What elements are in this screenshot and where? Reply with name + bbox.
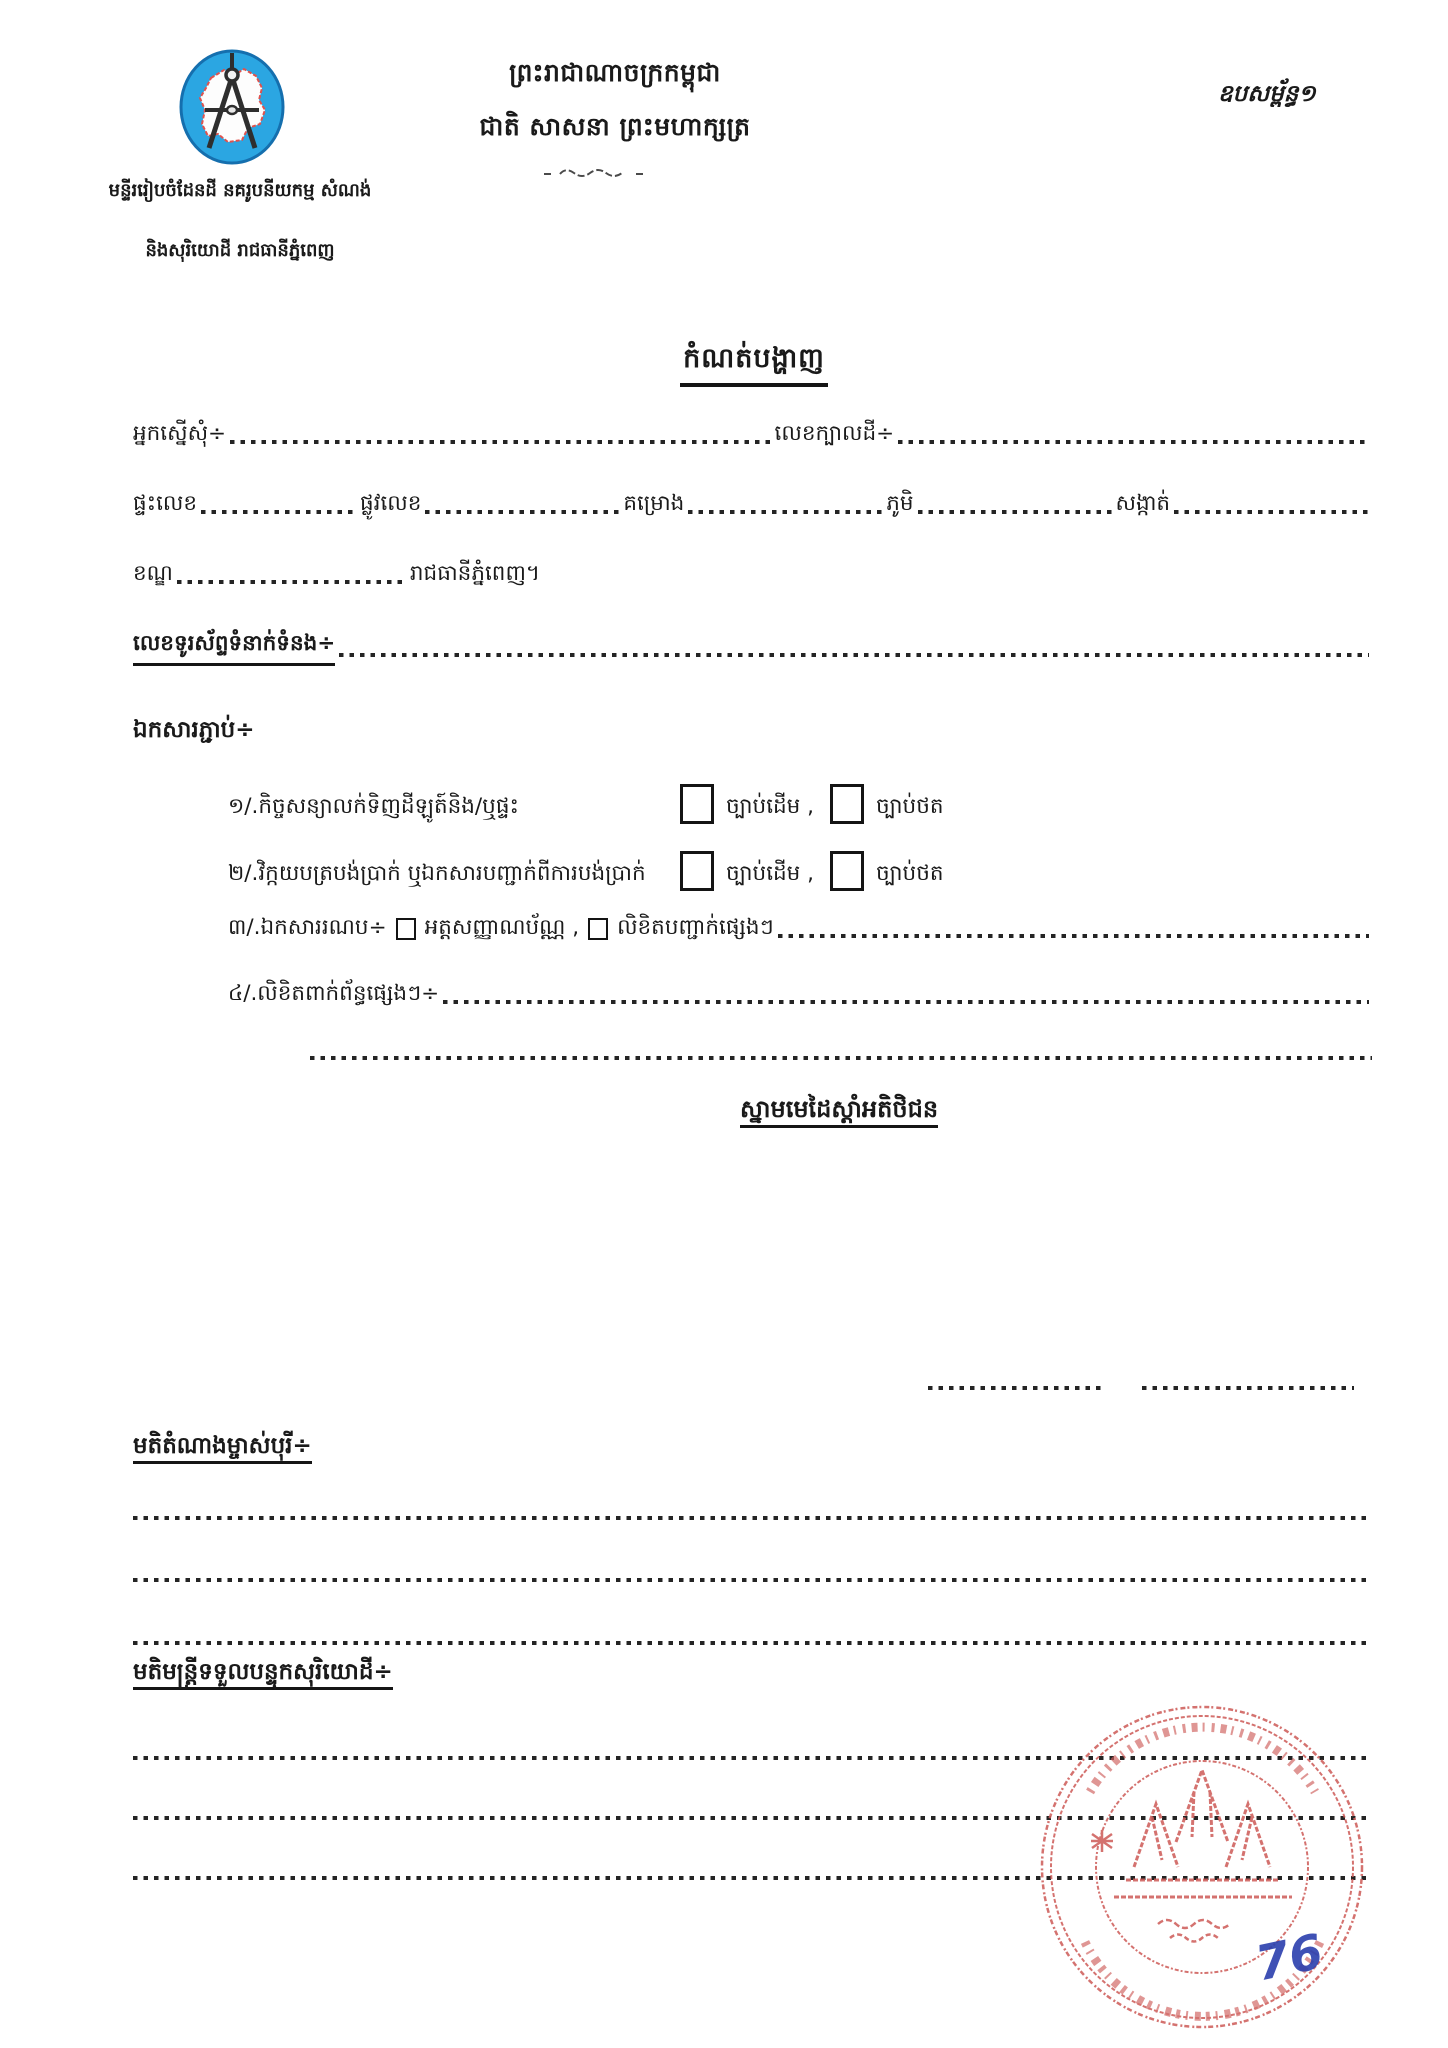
land-parcel-label: លេខក្បាលដី÷ bbox=[774, 421, 895, 446]
house-no-label: ផ្ទះលេខ bbox=[133, 491, 198, 516]
form-title-wrap bbox=[474, 342, 1034, 387]
attachment-item-1-text: ១/.កិច្ចសន្យាលក់ទិញដីឡូត៍និង/ឬផ្ទះ bbox=[228, 794, 519, 819]
phone-row bbox=[133, 630, 1372, 666]
applicant-label: អ្នកស្នើសុំ÷ bbox=[133, 421, 227, 446]
borey-owner-opinion-label: មតិតំណាងម្ចាស់បុរី÷ bbox=[133, 1433, 312, 1464]
department-name-line1: មន្ទីររៀបចំដែនដី នគរូបនីយកម្ម សំណង់ bbox=[108, 180, 372, 201]
item3-field[interactable] bbox=[778, 934, 1369, 938]
signature-dotted-line-left[interactable] bbox=[928, 1386, 1104, 1390]
item1-photocopy-checkbox[interactable] bbox=[830, 784, 864, 824]
item1-photocopy-label: ច្បាប់ថត bbox=[876, 794, 944, 819]
annex-label: ឧបសម្ព័ន្ធ១ bbox=[1218, 81, 1316, 107]
attachment-item-2-checkboxes bbox=[680, 851, 944, 893]
capital-label: រាជធានីភ្នំពេញ។ bbox=[409, 561, 541, 586]
khan-field[interactable] bbox=[177, 580, 407, 584]
item3-other-letter-label: លិខិតបញ្ជាក់ផ្សេងៗ bbox=[617, 915, 774, 940]
applicant-row bbox=[133, 420, 1372, 453]
item3-id-card-checkbox[interactable] bbox=[396, 918, 416, 940]
sangkat-field[interactable] bbox=[1174, 510, 1369, 514]
khan-row bbox=[133, 560, 1372, 593]
address-row bbox=[133, 490, 1372, 523]
borey-opinion-line-3[interactable] bbox=[133, 1641, 1372, 1645]
motto-divider-flourish bbox=[540, 166, 650, 180]
phone-field[interactable] bbox=[339, 653, 1369, 658]
signature-dotted-line-right[interactable] bbox=[1142, 1386, 1354, 1390]
borey-opinion-line-2[interactable] bbox=[133, 1578, 1372, 1582]
item1-original-copy-checkbox[interactable] bbox=[680, 784, 714, 824]
attachment-item-1 bbox=[228, 780, 1372, 826]
project-label: គម្រោង bbox=[623, 491, 685, 516]
applicant-field[interactable] bbox=[230, 440, 771, 444]
item3-id-card-label: អត្តសញ្ញាណប័ណ្ណ , bbox=[424, 915, 580, 940]
kingdom-motto-line1: ព្រះរាជាណាចក្រកម្ពុជា bbox=[509, 58, 721, 87]
phone-label: លេខទូរស័ព្ទទំនាក់ទំនង÷ bbox=[133, 630, 335, 666]
item2-photocopy-label: ច្បាប់ថត bbox=[876, 861, 944, 886]
item1-original-copy-label: ច្បាប់ដើម , bbox=[726, 794, 814, 819]
item2-photocopy-checkbox[interactable] bbox=[830, 851, 864, 891]
kingdom-motto-line2: ជាតិ សាសនា ព្រះមហាក្សត្រ bbox=[479, 112, 751, 141]
street-no-field[interactable] bbox=[425, 510, 620, 514]
angkor-wat-icon bbox=[1114, 1770, 1292, 1897]
item2-original-copy-label: ច្បាប់ដើម , bbox=[726, 861, 814, 886]
cadastre-officer-opinion-label: មតិមន្ត្រីទទួលបន្ទុកសុរិយោដី÷ bbox=[133, 1659, 393, 1690]
attachment-item-2-text: ២/.វិក្កយបត្របង់ប្រាក់ ឬឯកសារបញ្ជាក់ពីការបង់ប្រាក់ bbox=[228, 861, 646, 886]
seal-star-icon bbox=[1091, 1830, 1113, 1852]
land-parcel-field[interactable] bbox=[898, 440, 1369, 444]
thumbprint-label: ស្នាមមេដៃស្ដាំអតិថិជន bbox=[740, 1095, 938, 1128]
attachment-item-4 bbox=[228, 980, 1372, 1013]
item3-other-letter-checkbox[interactable] bbox=[588, 918, 608, 940]
village-field[interactable] bbox=[918, 510, 1113, 514]
house-no-field[interactable] bbox=[201, 510, 357, 514]
attachment-item-4-label: ៤/.លិខិតពាក់ព័ន្ធផ្សេងៗ÷ bbox=[228, 981, 440, 1006]
project-field[interactable] bbox=[688, 510, 883, 514]
village-label: ភូមិ bbox=[886, 491, 914, 516]
cadastre-officer-opinion-heading bbox=[133, 1658, 393, 1691]
thumbprint-heading bbox=[740, 1094, 938, 1129]
official-red-seal bbox=[1030, 1692, 1375, 2042]
borey-opinion-line-1[interactable] bbox=[133, 1516, 1372, 1520]
department-name-line2: និងសុរិយោដី រាជធានីភ្នំពេញ bbox=[145, 240, 335, 261]
attachment-item-1-checkboxes bbox=[680, 784, 944, 826]
street-no-label: ផ្លូវលេខ bbox=[359, 491, 422, 516]
khan-label: ខណ្ឌ bbox=[133, 561, 173, 586]
attachment-item-2 bbox=[228, 847, 1372, 893]
attachments-section-label: ឯកសារភ្ជាប់÷ bbox=[133, 717, 255, 743]
attachment-item-3 bbox=[228, 914, 1372, 947]
sangkat-label: សង្កាត់ bbox=[1115, 491, 1171, 516]
form-title: កំណត់បង្ហាញ bbox=[680, 342, 828, 387]
item2-original-copy-checkbox[interactable] bbox=[680, 851, 714, 891]
borey-owner-opinion-heading bbox=[133, 1432, 312, 1465]
item4-field[interactable] bbox=[443, 1000, 1369, 1004]
attachment-item-3-label: ៣/.ឯកសាររណប÷ bbox=[228, 915, 387, 940]
item4-continuation-field[interactable] bbox=[310, 1056, 1372, 1060]
handwritten-page-mark: 76 bbox=[1250, 1923, 1328, 1993]
ministry-logo bbox=[178, 48, 286, 166]
